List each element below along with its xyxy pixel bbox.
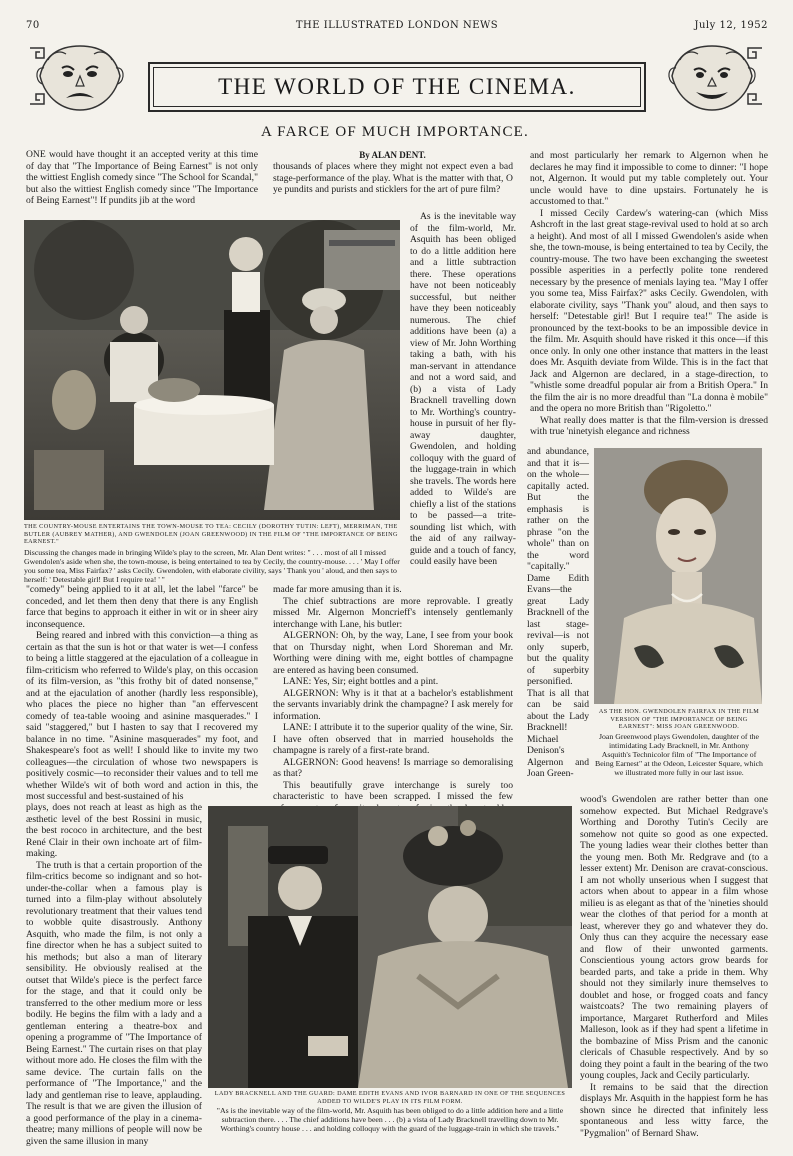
col1-mid-text (26, 584, 258, 802)
col2-mid-paragraph-3: This beautifully grave interchange is surely too characteristic to have been scrapped. I missed the few (273, 779, 513, 802)
dialogue-line-2: LANE: Yes, Sir; eight bottles and a pint. (283, 676, 439, 687)
dialogue-line-1: ALGERNON: Oh, by the way, Lane, I see from your book that on Thursday night, when Lord Shoreman and Mr. Worthing were dining with me, eight bottles of champagne are entered as having been consumed. (273, 630, 513, 676)
article-headline: A FARCE OF MUCH IMPORTANCE. (261, 124, 529, 140)
col2-mid-text (273, 584, 513, 802)
col3-top-paragraph-3: What really does matter is that the film-version is dressed with true 'ninetyish elegance and richness (530, 414, 768, 437)
col3-bottom-paragraph-1: wood's Gwendolen are rather better than one somehow expected. But Michael Redgrave's Worthing and Dorothy Tutin's Cecily are somehow not quite so good as one expected. The young ladies wear their clothes better than the young men. Both Mr. Redgrave and (to a lesser extent) Mr. Denison are cravat-conscious. I am not wholly unserious when I suggest that actors when about to appear in a film whose milieu is as elegant as that of the 'nineties should wear the clothes of that period for a month at least, wherever they go and whatever they do. Only thus can they acquire the necessary ease and flow of their unwonted garments. Conscientious young actors grow beards for bearded parts, and take a pride in them. Why should not they similarly inure themselves to doublet and hose, or frogged coats and fancy waistcoats? The two remaining players of importance, Margaret Rutherford and Miles Malleson, look as if they had spent a lifetime in the bombazine of Miss Prism and the canonic clericals of Chasuble respectively. And by so doing they point a fault in the bearing of the two young couples, Jack and Cecily particularly. (580, 794, 768, 1081)
tea-photo-caption-text: Discussing the changes made in bringing Wilde's play to the screen, Mr. Alan Dent writes: " . . . most of all I missed Gwendolen's aside when she, the town-mouse, is being entertained to tea by Cecily, the country-mouse. . . . ' May I offer you some tea, Miss Fairfax? ' asks Cecily. Gwendolen, with elaborate civility, says ' Thank you ' aloud, and then says to herself: ' Detestable girl! But I require tea! ' " (24, 548, 400, 584)
guard-photo-caption-text: "As is the inevitable way of the film-world, Mr. Asquith has been obliged to do a little addition here and a little subtraction there. . . . The chief additions have been . . . (b) a vista of Lady Bracknell travelling down to Mr. Worthing's country house . . . and holding colloquy with the guard of the luggage-train in which she travels." (216, 1106, 564, 1133)
col3-narrow-paragraph: and abundance, and that it is—on the whole—capitally acted. But the emphasis is rather on the phrase "on the whole" than on the word "capitally." Dame Edith Evans—the great Lady Bracknell of the last stage-revival—is not only superb, but the quality of superbity personified. That is all that can be said about the Lady Bracknell! Michael Denison's Algernon and Joan Green- (527, 446, 589, 779)
col1-top-text (26, 149, 258, 217)
page-number: 70 (26, 20, 40, 31)
col3-top-paragraph-2: I missed Cecily Cardew's watering-can (which Miss Ashcroft in the last great stage-revival used to hold at so arch a height). And most of all I missed Gwendolen's aside when she, the town-mouse, is being entertained to tea by Cecily, the country-mouse. The two have been exchanging the sweetest possible asperities in a perfectly polite tone rendered necessary by the presence of menials laying tea. "May I offer you some tea, Miss Fairfax?" asks Cecily. Gwendolen, with elaborate civility, says "Thank you" aloud, and then says to herself: "Detestable girl! But I require tea!" The aside is pronounced by the text-books to be an impossible device in the film. Mr. Asquith should have risked it this once—if this once only. In only one other instance that matters in the least does Mr. Asquith deviate from Wilde. This is in the fact that Jack and Algernon are declared, in a stage-direction, to "whistle some dreadful popular air from a British Opera." In the film the air is no more dreadful than "La donna è mobile" and the opera no more British than "Rigoletto." (530, 207, 768, 414)
narrow-column-text (410, 211, 516, 583)
col1-mid-paragraph-2: Being reared and inbred with this conviction—a thing as certain as that the sun is hot or that water is wet—I confess to being a little staggered at the ejaculation of a colleague in film-criticism who referred to Wilde's play, on this occasion of its film-version, as "this frothy bit of dated nonsense," and at the ejaculation of another (hardly less responsible), who places the piece no higher than "an effervescent comedy of tea-table wooing and asinine masquerades." I said "staggered," but I hasten to say that I recovered my balance in no time. "Asinine masquerades" my foot, and Shakespeare's foot as well! I should like to invite my two colleagues—the circulation of whose two newspapers is positively cosmic—to reconsider their values and to tell me whether Wilde's wit of both word and action in this, the most successful and best-sustained of his (26, 630, 258, 802)
col1-bottom-paragraph-1: plays, does not reach at least as high as the æsthetic level of the best Rossini in music, the best rococo in architecture, and the best René Clair in their own inchoate art of film-making. (26, 802, 202, 859)
col2-top-text (273, 161, 513, 217)
tea-photo-caption: THE COUNTRY-MOUSE ENTERTAINS THE TOWN-MOUSE TO TEA: CECILY (DOROTHY TUTIN: LEFT), MERRIMAN, THE BUTLER (AUBREY MATHER), AND GWENDOLEN (JOAN GREENWOOD) IN THE FILM OF "THE IMPORTANCE OF BEING EARNEST." (24, 523, 398, 545)
portrait-photo-caption: AS THE HON. GWENDOLEN FAIRFAX IN THE FILM VERSION OF "THE IMPORTANCE OF BEING EARNEST": MISS JOAN GREENWOOD. (598, 708, 760, 730)
portrait-photo-caption-text: Joan Greenwood plays Gwendolen, daughter of the intimidating Lady Bracknell, in Mr. Anthony Asquith's Technicolor film of "The Importance of Being Earnest" at the Odeon, Leicester Square, which we illustrated more fully in our last issue. (595, 732, 763, 777)
photo-joan-greenwood (594, 448, 762, 704)
col2-top-paragraph: thousands of places where they might not expect even a bad stage-performance of the play. What is the matter with that, O ye pundits and purists and sticklers for the art of pure film? (273, 161, 513, 195)
dialogue-line-4: LANE: I attribute it to the superior quality of the wine, Sir. I have often observed that in married households the champagne is rarely of a first-rate brand. (273, 722, 513, 756)
portrait-image (594, 448, 762, 704)
col2-mid-paragraph-1: made far more amusing than it is. (273, 584, 402, 595)
col1-bottom-paragraph-2: The truth is that a certain proportion of the film-critics become so indignant and so hot-under-the-collar when a famous play is turned into a film-play without absolutely revolutionary treatment that their values tend to wobble quite disastrously. Anthony Asquith, who made the film, is not only a fine director when he has a subject suited to his methods; but also a man of literary sensibility. He obviously realised at the outset that Wilde's piece is the perfect farce for the stage, and that it could only be transferred to the other medium more or less bodily. He begins the film with a lady and a gentleman entering a theatre-box and opening a programme of "The Importance of Being Earnest." The curtain rises on that play without more ado. He closes the film with the same device. The curtain falls on the performance of "The Importance," and the lady and gentleman rise to leave, applauding. The result is that we are given the illusion of a good performance of the play in a cinema-theatre; many millions of people will now be given the same illusion in many (26, 859, 202, 1147)
col3-top-text (530, 150, 768, 446)
col1-top-paragraph: ONE would have thought it an accepted verity at this time of day that "The Importance of Being Earnest" is not only the wittiest English comedy since "The School for Scandal," but also the wittiest English comedy since "The Importance of Being Earnest"! If pundits jib at the word (26, 149, 258, 206)
col3-bottom-text (580, 794, 768, 1148)
tea-party-image (24, 220, 400, 520)
photo-lady-bracknell-guard (208, 806, 572, 1088)
guard-image (208, 806, 572, 1088)
issue-date: July 12, 1952 (694, 20, 768, 31)
dialogue-line-3: ALGERNON: Why is it that at a bachelor's establishment the servants invariably drink the champagne? I ask merely for information. (273, 687, 513, 722)
tragedy-mask-icon (26, 40, 134, 112)
col3-narrow-text (527, 446, 589, 792)
col2-mid-paragraph-2: The chief subtractions are more reprovable. I greatly missed Mr. Algernon Moncrieff's intensely gentlemanly interchange with Lane, his butler: (273, 595, 513, 630)
feature-title: THE WORLD OF THE CINEMA. (218, 74, 576, 99)
guard-photo-caption: LADY BRACKNELL AND THE GUARD: DAME EDITH EVANS AND IVOR BARNARD IN ONE OF THE SEQUENCES ADDED TO WILDE'S PLAY IN ITS FILM FORM. (214, 1090, 566, 1105)
magazine-name: THE ILLUSTRATED LONDON NEWS (295, 20, 499, 31)
col3-bottom-paragraph-2: It remains to be said that the direction displays Mr. Asquith in the happiest form he has shown since he directed that infinitely less spontaneous and less witty farce, the "Pygmalion" of Bernard Shaw. (580, 1081, 768, 1139)
running-head (26, 20, 768, 34)
byline: By ALAN DENT. (359, 150, 426, 160)
col1-mid-paragraph-1: "comedy" being applied to it at all, let the label "farce" be conceded, and let them then deny that there is any English farce that begins to approach it either in wit or in sheer airy inconsequence. (26, 584, 258, 630)
feature-title-box (148, 62, 646, 112)
narrow-column-paragraph: As is the inevitable way of the film-world, Mr. Asquith has been obliged to do a little addition here and a little subtraction there. These operations have not been noticeably successful, but neither have they been noticeably numerous. The chief additions have been (a) a view of Mr. John Worthing taking a bath, with his man-servant in attendance and not a word said, and (b) a vista of Lady Bracknell travelling down to Mr. Worthing's country-house in pursuit of her fly-away daughter, Gwendolen, and holding colloquy with the guard of the luggage-train in which she travels. The words here added to Wilde's are chiefly a list of the stations to be passed—a trite-sounding list which, with the aid of any railway-guide and a touch of fancy, could easily have been (410, 211, 516, 567)
photo-tea-party (24, 220, 400, 520)
comedy-mask-icon (658, 40, 766, 112)
dialogue-line-5: ALGERNON: Good heavens! Is marriage so demoralising as that? (273, 756, 513, 779)
col3-top-paragraph-1: and most particularly her remark to Algernon when he declares he may find it impossible to come to dinner: "I hope not, Algernon. It would put my table completely out. Your uncle would have to dine upstairs. Fortunately he is accustomed to that." (530, 150, 768, 207)
col1-bottom-text (26, 802, 202, 1154)
